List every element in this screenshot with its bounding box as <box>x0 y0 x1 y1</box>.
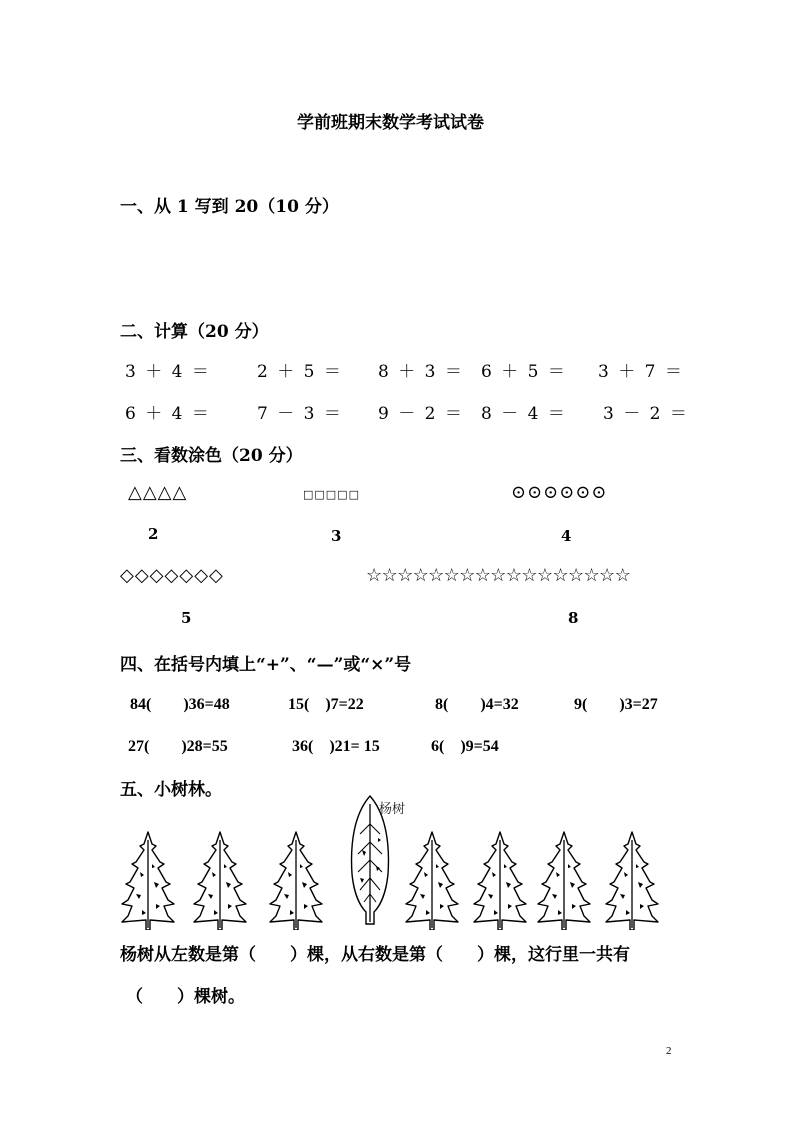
pine-tree-icon <box>538 832 590 930</box>
star-shapes[interactable]: ☆☆☆☆☆☆☆☆☆☆☆☆☆☆☆☆☆ <box>366 565 631 586</box>
calc-problem: 6 ＋ 4 ＝ <box>125 404 211 424</box>
pine-tree-icon <box>270 832 322 930</box>
pine-tree-icon <box>474 832 526 930</box>
poplar-tree-icon <box>352 796 389 924</box>
section-1-heading: 一、从 1 写到 20（10 分） <box>120 197 339 217</box>
section-3-heading: 三、看数涂色（20 分） <box>120 446 303 466</box>
square-shapes[interactable]: □□□□□ <box>303 488 360 501</box>
pine-tree-icon <box>194 832 246 930</box>
operator-problem[interactable]: 9( )3=27 <box>574 696 658 713</box>
color-count-number: 8 <box>568 609 579 627</box>
calc-problem: 9 － 2 ＝ <box>378 404 464 424</box>
diamond-shapes[interactable]: ◇◇◇◇◇◇◇ <box>120 565 224 586</box>
pine-tree-icon <box>606 832 658 930</box>
calc-problem: 2 ＋ 5 ＝ <box>257 362 343 382</box>
color-count-number: 3 <box>331 527 342 545</box>
pine-tree-icon <box>122 832 174 930</box>
color-count-number: 4 <box>561 527 572 545</box>
section-5-heading: 五、小树林。 <box>120 780 222 800</box>
color-count-number: 5 <box>181 609 192 627</box>
operator-problem[interactable]: 36( )21= 15 <box>292 738 380 755</box>
section-4-heading: 四、在括号内填上“+”、“—”或“×”号 <box>120 655 412 675</box>
pine-tree-icon <box>406 832 458 930</box>
section-2-heading: 二、计算（20 分） <box>120 322 269 342</box>
calc-problem: 3 ＋ 7 ＝ <box>598 362 684 382</box>
circle-dot-shapes[interactable]: ⊙⊙⊙⊙⊙⊙ <box>511 482 608 503</box>
question-line-1[interactable]: 杨树从左数是第（ ）棵，从右数是第（ ）棵，这行里一共有 <box>120 945 630 965</box>
operator-problem[interactable]: 8( )4=32 <box>435 696 519 713</box>
calc-problem: 8 ＋ 3 ＝ <box>378 362 464 382</box>
page-title: 学前班期末数学考试试卷 <box>297 113 484 133</box>
tree-row-illustration <box>118 790 678 930</box>
operator-problem[interactable]: 15( )7=22 <box>288 696 364 713</box>
question-line-2[interactable]: （ ）棵树。 <box>126 987 245 1007</box>
calc-problem: 8 － 4 ＝ <box>481 404 567 424</box>
operator-problem[interactable]: 84( )36=48 <box>130 696 230 713</box>
operator-problem[interactable]: 27( )28=55 <box>128 738 228 755</box>
operator-problem[interactable]: 6( )9=54 <box>431 738 499 755</box>
triangle-shapes[interactable]: △△△△ <box>128 482 188 503</box>
calc-problem: 6 ＋ 5 ＝ <box>481 362 567 382</box>
calc-problem: 7 － 3 ＝ <box>257 404 343 424</box>
calc-problem: 3 － 2 ＝ <box>603 404 689 424</box>
page-number: 2 <box>666 1045 672 1057</box>
calc-problem: 3 ＋ 4 ＝ <box>125 362 211 382</box>
poplar-label: 杨树 <box>379 801 406 816</box>
color-count-number: 2 <box>148 525 159 543</box>
